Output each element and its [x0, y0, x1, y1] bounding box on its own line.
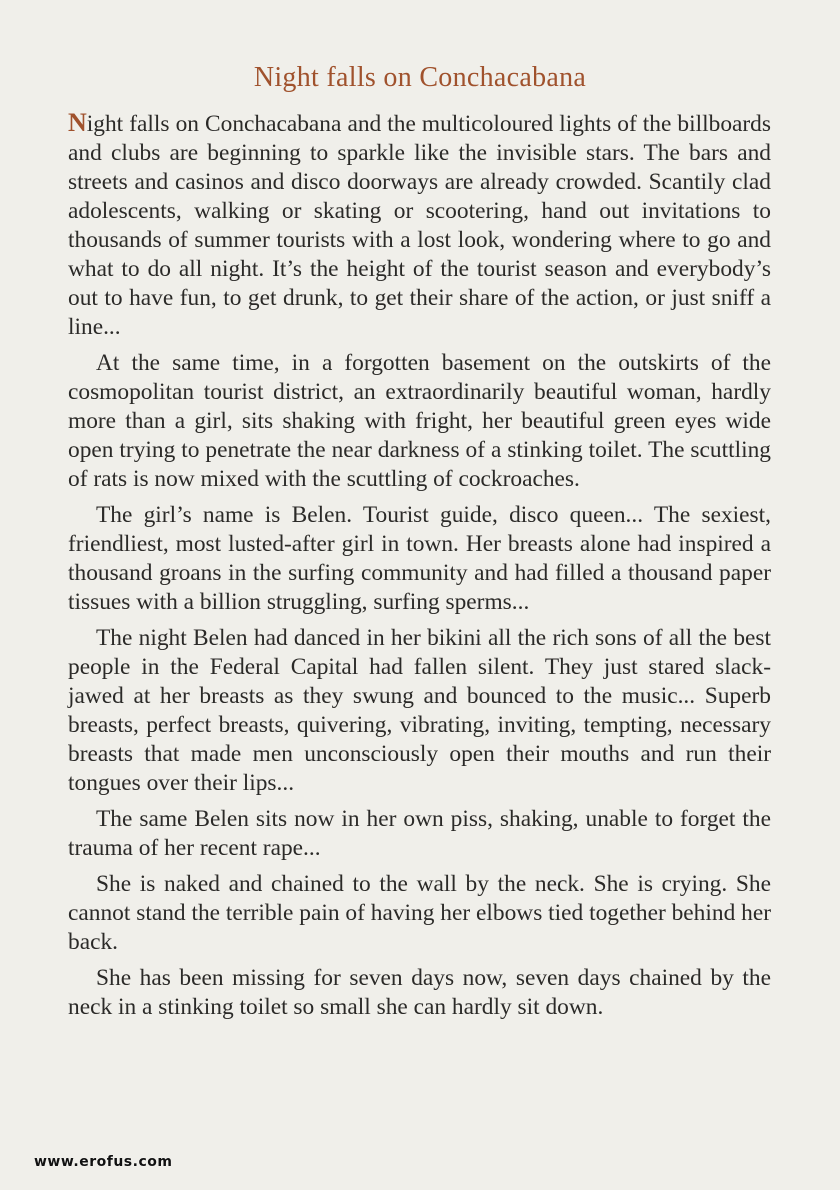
page-title: Night falls on Conchacabana — [253, 62, 587, 93]
paragraph-1-text: ight falls on Conchacabana and the multicoloured lights of the billboards and clubs are beginning to sparkle like the invisible stars. The bars and streets and casinos and disco doorways are already crowded. Scantily clad adolescents, walking or skating or scootering, hand out invitations to thousands of summer tourists with a lost look, wondering where to go and what to do all night. It’s the height of the tourist season and everybody’s out to have fun, to get drunk, to get their share of the action, or just sniff a line... — [68, 111, 771, 340]
paragraph-3: The girl’s name is Belen. Tourist guide, disco queen... The sexiest, friendliest, most lusted-after girl in town. Her breasts alone had inspired a thousand groans in the surfing community and had filled a thousand paper tissues with a billion struggling, surfing sperms... — [68, 502, 771, 615]
paragraph-6: She is naked and chained to the wall by the neck. She is crying. She cannot stand the terrible pain of having her elbows tied together behind her back. — [68, 871, 771, 955]
story-body — [68, 108, 771, 1029]
paragraph-5: The same Belen sits now in her own piss, shaking, unable to forget the trauma of her recent rape... — [68, 806, 771, 861]
watermark: www.erofus.com — [34, 1154, 173, 1170]
drop-cap: N — [68, 108, 87, 137]
paragraph-2: At the same time, in a forgotten basement on the outskirts of the cosmopolitan tourist district, an extraordinarily beautiful woman, hardly more than a girl, sits shaking with fright, her beautiful green eyes wide open trying to penetrate the near darkness of a stinking toilet. The scuttling of rats is now mixed with the scuttling of cockroaches. — [68, 350, 771, 492]
paragraph-4: The night Belen had danced in her bikini all the rich sons of all the best people in the Federal Capital had fallen silent. They just stared slack-jawed at her breasts as they swung and bounced to the music... Superb breasts, perfect breasts, quivering, vibrating, inviting, tempting, necessary breasts that made men unconsciously open their mouths and run their tongues over their lips... — [68, 625, 771, 796]
paragraph-1 — [68, 108, 771, 342]
paragraph-7: She has been missing for seven days now, seven days chained by the neck in a stinking toilet so small she can hardly sit down. — [68, 965, 771, 1020]
